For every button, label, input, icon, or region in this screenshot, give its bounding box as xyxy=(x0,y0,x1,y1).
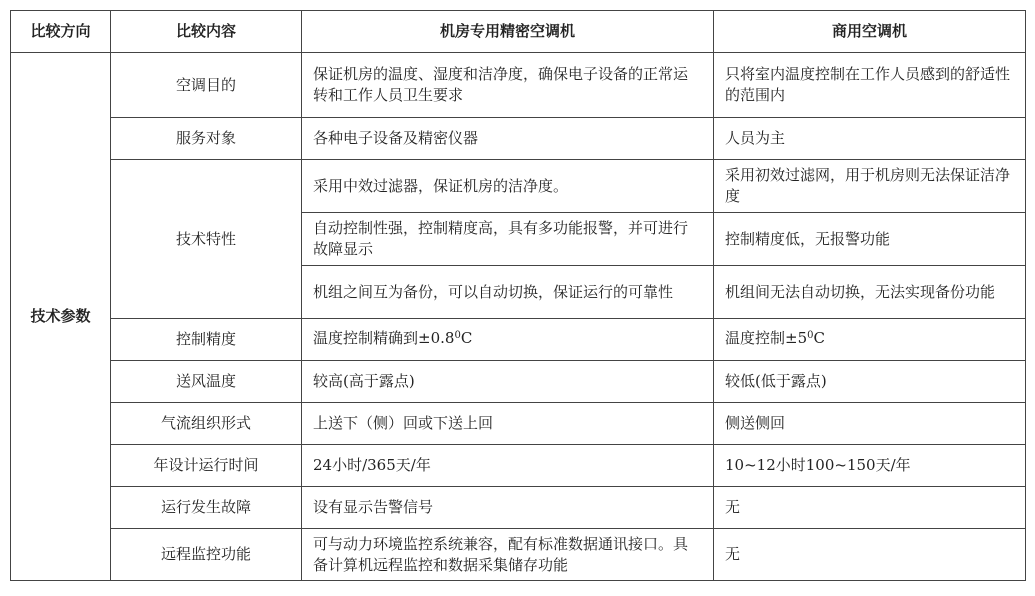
commercial-cell: 10~12小时100~150天/年 xyxy=(714,445,1026,487)
header-content: 比较内容 xyxy=(111,11,302,53)
commercial-cell: 采用初效过滤网，用于机房则无法保证洁净度 xyxy=(714,160,1026,213)
header-commercial-ac: 商用空调机 xyxy=(714,11,1026,53)
item-cell: 运行发生故障 xyxy=(111,487,302,529)
precision-cell: 机组之间互为备份，可以自动切换，保证运行的可靠性 xyxy=(302,266,714,319)
commercial-cell: 控制精度低，无报警功能 xyxy=(714,213,1026,266)
item-cell: 年设计运行时间 xyxy=(111,445,302,487)
comparison-table xyxy=(10,10,1026,581)
precision-cell: 各种电子设备及精密仪器 xyxy=(302,118,714,160)
commercial-cell: 无 xyxy=(714,487,1026,529)
precision-cell: 较高(高于露点) xyxy=(302,361,714,403)
table-row xyxy=(11,118,1026,160)
commercial-cell: 人员为主 xyxy=(714,118,1026,160)
item-cell: 远程监控功能 xyxy=(111,529,302,581)
precision-cell: 采用中效过滤器，保证机房的洁净度。 xyxy=(302,160,714,213)
precision-cell xyxy=(302,319,714,361)
header-row xyxy=(11,11,1026,53)
commercial-text: 温度控制±5 xyxy=(725,329,808,347)
header-direction: 比较方向 xyxy=(11,11,111,53)
commercial-cell: 无 xyxy=(714,529,1026,581)
degree-superscript: 0 xyxy=(454,330,461,341)
table-row xyxy=(11,53,1026,118)
table-row xyxy=(11,445,1026,487)
commercial-cell xyxy=(714,319,1026,361)
item-cell: 气流组织形式 xyxy=(111,403,302,445)
precision-cell: 设有显示告警信号 xyxy=(302,487,714,529)
precision-cell: 上送下（侧）回或下送上回 xyxy=(302,403,714,445)
precision-cell: 24小时/365天/年 xyxy=(302,445,714,487)
table-row xyxy=(11,403,1026,445)
commercial-cell: 较低(低于露点) xyxy=(714,361,1026,403)
precision-cell: 可与动力环境监控系统兼容，配有标准数据通讯接口。具备计算机远程监控和数据采集储存功能 xyxy=(302,529,714,581)
precision-cell: 保证机房的温度、湿度和洁净度，确保电子设备的正常运转和工作人员卫生要求 xyxy=(302,53,714,118)
table-row xyxy=(11,160,1026,213)
celsius-unit: C xyxy=(813,329,825,347)
table-row xyxy=(11,487,1026,529)
precision-text: 温度控制精确到±0.8 xyxy=(313,329,455,347)
item-cell: 送风温度 xyxy=(111,361,302,403)
table-row xyxy=(11,319,1026,361)
celsius-unit: C xyxy=(460,329,473,347)
precision-cell: 自动控制性强，控制精度高，具有多功能报警，并可进行故障显示 xyxy=(302,213,714,266)
item-cell: 技术特性 xyxy=(111,160,302,319)
table-row xyxy=(11,529,1026,581)
header-precision-ac: 机房专用精密空调机 xyxy=(302,11,714,53)
item-cell: 服务对象 xyxy=(111,118,302,160)
item-cell: 空调目的 xyxy=(111,53,302,118)
commercial-cell: 侧送侧回 xyxy=(714,403,1026,445)
direction-cell: 技术参数 xyxy=(11,53,111,581)
commercial-cell: 机组间无法自动切换，无法实现备份功能 xyxy=(714,266,1026,319)
item-cell: 控制精度 xyxy=(111,319,302,361)
degree-superscript: 0 xyxy=(807,330,814,341)
commercial-cell: 只将室内温度控制在工作人员感到的舒适性的范围内 xyxy=(714,53,1026,118)
table-row xyxy=(11,361,1026,403)
